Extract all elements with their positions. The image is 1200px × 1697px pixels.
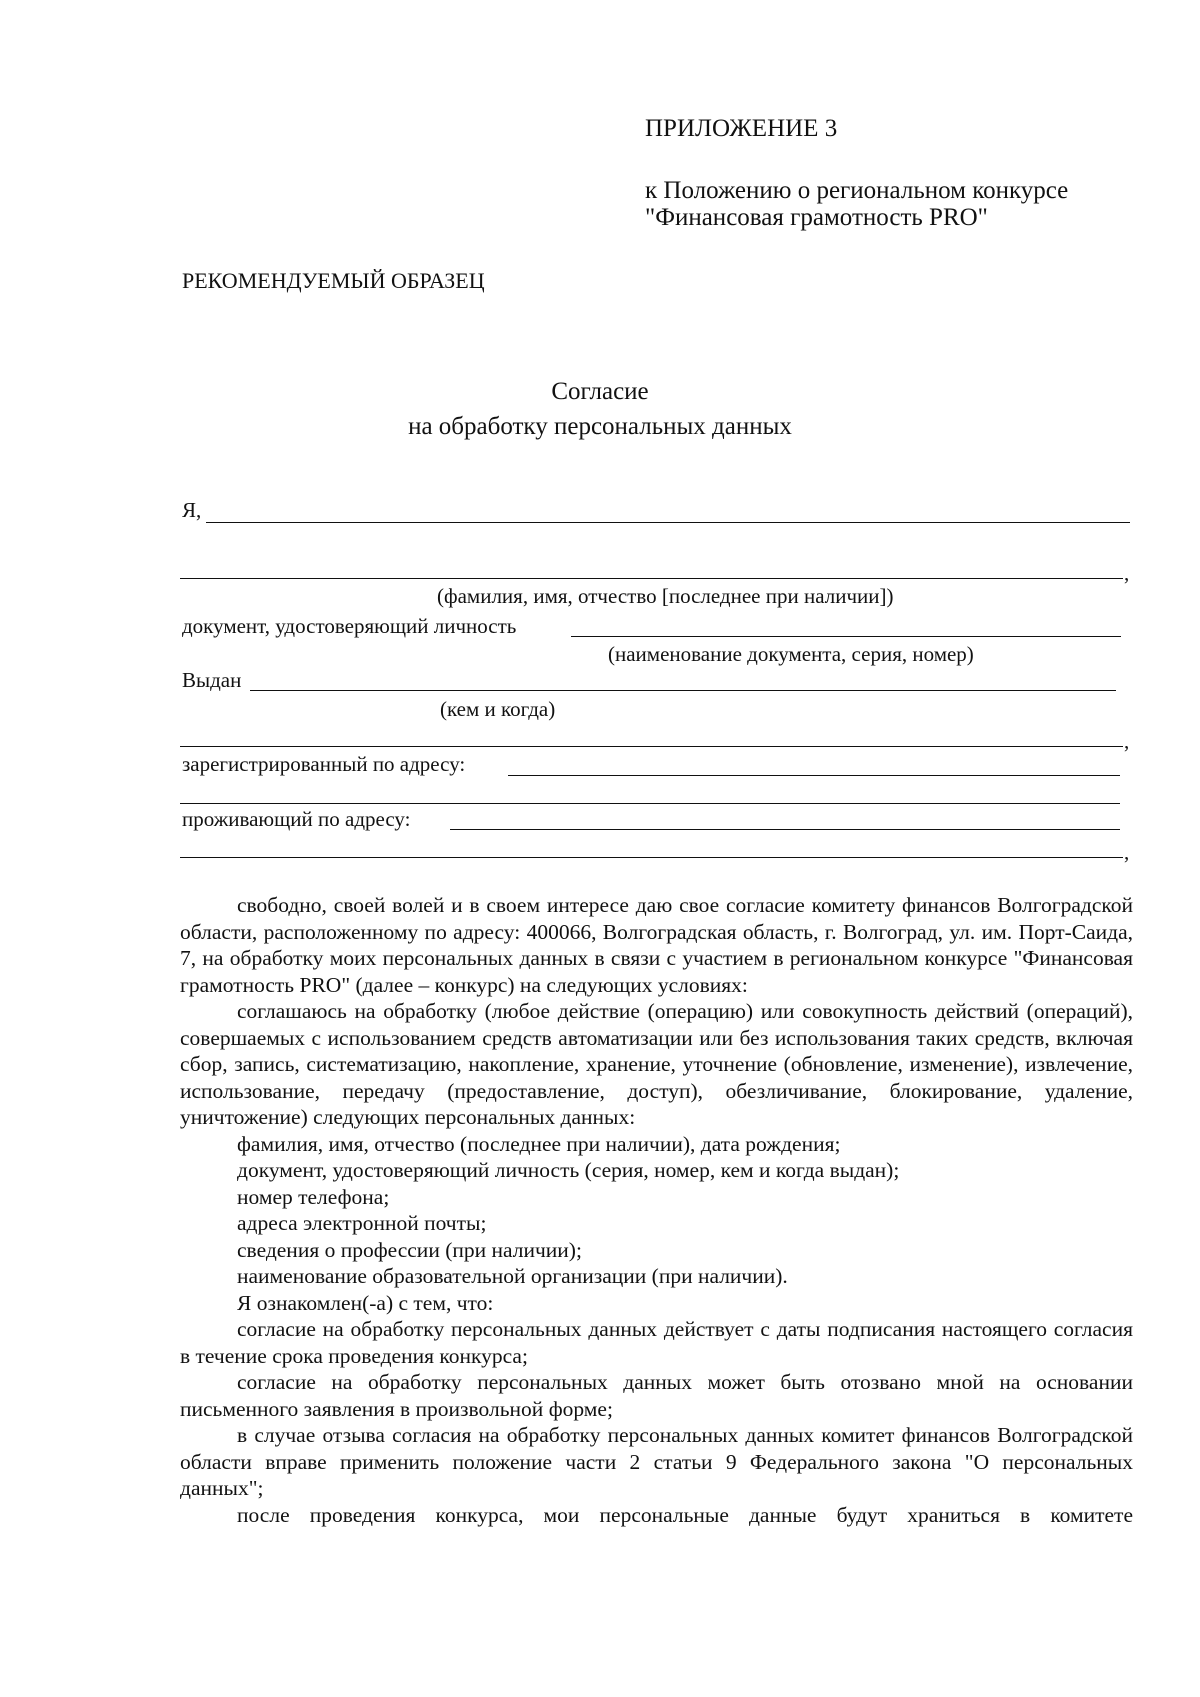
regulation-reference-line1: к Положению о региональном конкурсе (645, 177, 1069, 204)
identity-doc-line[interactable] (571, 636, 1121, 637)
living-address-label: проживающий по адресу: (182, 807, 411, 831)
regulation-reference-line2: "Финансовая грамотность PRO" (645, 204, 988, 231)
issued-line-2[interactable] (180, 746, 1123, 747)
i-label: Я, (182, 498, 202, 522)
revocation-paragraph: согласие на обработку персональных данных может быть отозвано мной на основании письменного заявления в произвольной форме; (180, 1370, 1133, 1421)
storage-paragraph: после проведения конкурса, мои персональные данные будут храниться в комитете (237, 1502, 1133, 1527)
consent-paragraph: свободно, своей волей и в своем интересе даю свое согласие комитету финансов Волгоградской области, расположенному по адресу: 400066, Волгоградская область, г. Волгоград, ул. им. Порт-Саида, 7, на обработку моих персональных данных в связи с участием в региональном конкурсе "Финансовая грамотность PRO" (далее – конкурс) на следующих условиях: (180, 893, 1133, 997)
issued-hint: (кем и когда) (440, 697, 556, 721)
living-address-line-2[interactable] (180, 857, 1123, 858)
validity-paragraph: согласие на обработку персональных данных действует с даты подписания настоящего согласия в течение срока проведения конкурса; (180, 1317, 1133, 1368)
data-item: фамилия, имя, отчество (последнее при наличии), дата рождения; (237, 1131, 841, 1156)
document-title: Согласие (551, 378, 649, 405)
document-subtitle: на обработку персональных данных (408, 413, 792, 440)
data-item: номер телефона; (237, 1184, 390, 1209)
comma: , (1124, 729, 1130, 753)
acknowledgement-intro: Я ознакомлен(-а) с тем, что: (237, 1290, 494, 1315)
registered-address-line-2[interactable] (180, 803, 1120, 804)
living-address-line[interactable] (450, 829, 1120, 830)
appendix-number: ПРИЛОЖЕНИЕ 3 (645, 115, 838, 142)
data-item: адреса электронной почты; (237, 1211, 487, 1235)
registered-address-line[interactable] (508, 775, 1120, 776)
identity-doc-hint: (наименование документа, серия, номер) (608, 642, 974, 666)
fio-line-2[interactable] (180, 578, 1123, 579)
comma: , (1124, 561, 1130, 585)
issued-line[interactable] (250, 690, 1116, 691)
fio-line-1[interactable] (206, 522, 1130, 523)
comma: , (1124, 840, 1130, 864)
data-item: сведения о профессии (при наличии); (237, 1237, 582, 1262)
fio-hint: (фамилия, имя, отчество [последнее при наличии]) (437, 584, 894, 608)
consent-body (180, 892, 1133, 1528)
processing-paragraph: соглашаюсь на обработку (любое действие (операцию) или совокупность действий (операций), совершаемых с использованием средств автоматизации или без использования таких средств, включая сбор, запись, систематизацию, накопление, хранение, уточнение (обновление, изменение), извлечение, использование, передачу (предоставление, доступ), обезличивание, блокирование, удаление, уничтожение) следующих персональных данных: (180, 999, 1133, 1129)
issued-label: Выдан (182, 668, 242, 692)
revocation-consequence-paragraph: в случае отзыва согласия на обработку персональных данных комитет финансов Волгоградской области вправе применить положение части 2 статьи 9 Федерального закона "О персональных данных"; (180, 1423, 1133, 1500)
sample-label: РЕКОМЕНДУЕМЫЙ ОБРАЗЕЦ (182, 268, 485, 293)
data-item: наименование образовательной организации (при наличии). (237, 1264, 788, 1288)
registered-address-label: зарегистрированный по адресу: (182, 752, 466, 776)
identity-doc-label: документ, удостоверяющий личность (182, 614, 517, 638)
data-item: документ, удостоверяющий личность (серия, номер, кем и когда выдан); (237, 1158, 900, 1182)
